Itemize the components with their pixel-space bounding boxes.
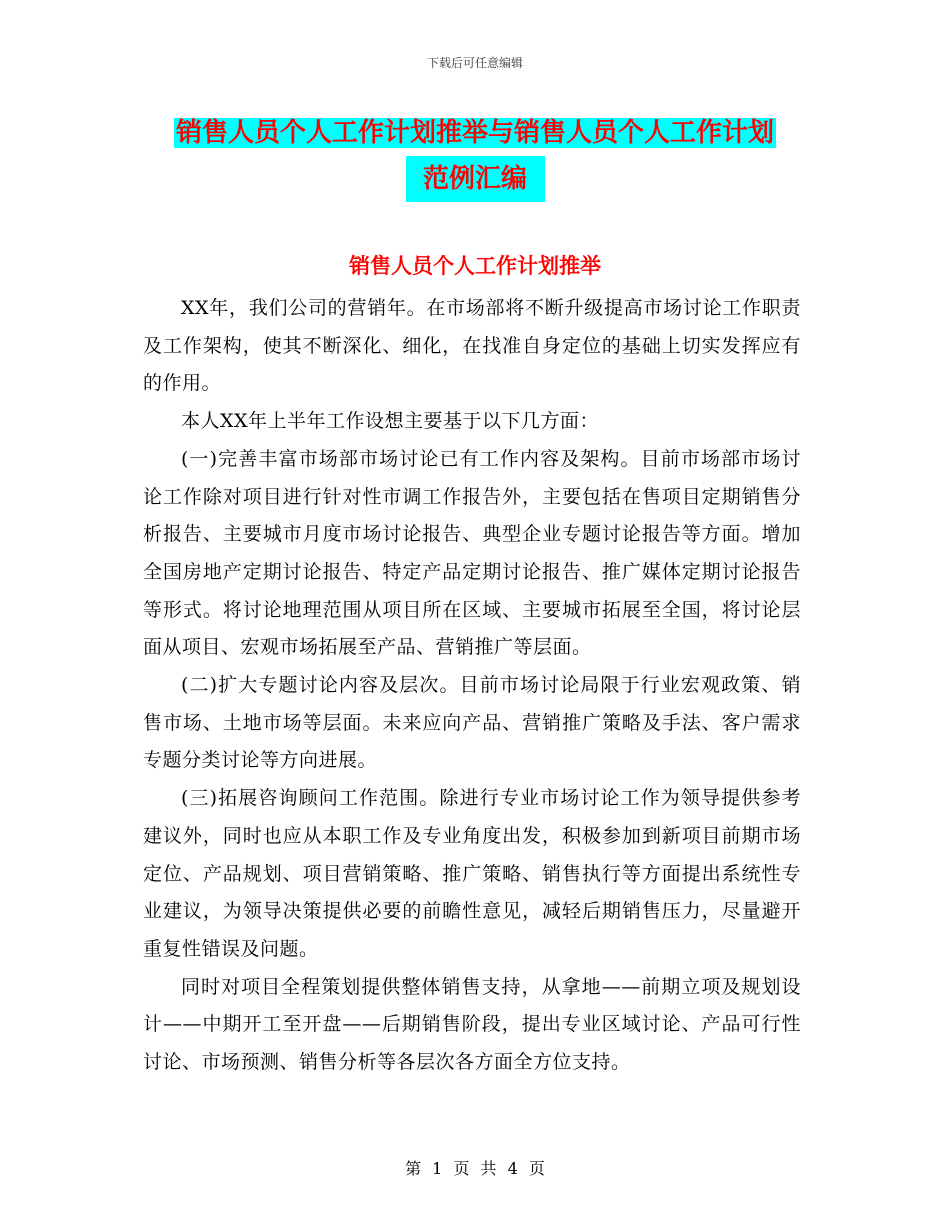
section-title: 销售人员个人工作计划推举 [349, 254, 601, 278]
paragraph: XX年，我们公司的营销年。在市场部将不断升级提高市场讨论工作职责及工作架构，使其不断深化、细化，在找准自身定位的基础上切实发挥应有的作用。 [143, 297, 801, 395]
paragraph: 同时对项目全程策划提供整体销售支持，从拿地——前期立项及规划设计——中期开工至开盘——后期销售阶段，提出专业区域讨论、产品可行性讨论、市场预测、销售分析等各层次各方面全方位支持。 [143, 975, 801, 1074]
paragraph: (二)扩大专题讨论内容及层次。目前市场讨论局限于行业宏观政策、销售市场、土地市场等层面。未来应向产品、营销推广策略及手法、客户需求专题分类讨论等方向进展。 [143, 674, 801, 772]
title-line-2: 范例汇编 [406, 156, 545, 202]
paragraph: 本人XX年上半年工作设想主要基于以下几方面： [181, 410, 600, 433]
page-footer: 第 1 页 共 4 页 [405, 1159, 545, 1178]
document-title [0, 110, 950, 202]
paragraph: (三)拓展咨询顾问工作范围。除进行专业市场讨论工作为领导提供参考建议外，同时也应从本职工作及专业角度出发，积极参加到新项目前期市场定位、产品规划、项目营销策略、推广策略、销售执行等方面提出系统性专业建议，为领导决策提供必要的前瞻性意见，减轻后期销售压力，尽量避开重复性错误及问题。 [143, 787, 801, 960]
title-line-1: 销售人员个人工作计划推举与销售人员个人工作计划 [175, 118, 774, 148]
header-note: 下载后可任意编辑 [426, 56, 523, 70]
document-body [143, 290, 801, 1082]
paragraph: (一)完善丰富市场部市场讨论已有工作内容及架构。目前市场部市场讨论工作除对项目进行针对性市调工作报告外，主要包括在售项目定期销售分析报告、主要城市月度市场讨论报告、典型企业专题讨论报告等方面。增加全国房地产定期讨论报告、特定产品定期讨论报告、推广媒体定期讨论报告等形式。将讨论地理范围从项目所在区域、主要城市拓展至全国，将讨论层面从项目、宏观市场拓展至产品、营销推广等层面。 [143, 447, 801, 659]
